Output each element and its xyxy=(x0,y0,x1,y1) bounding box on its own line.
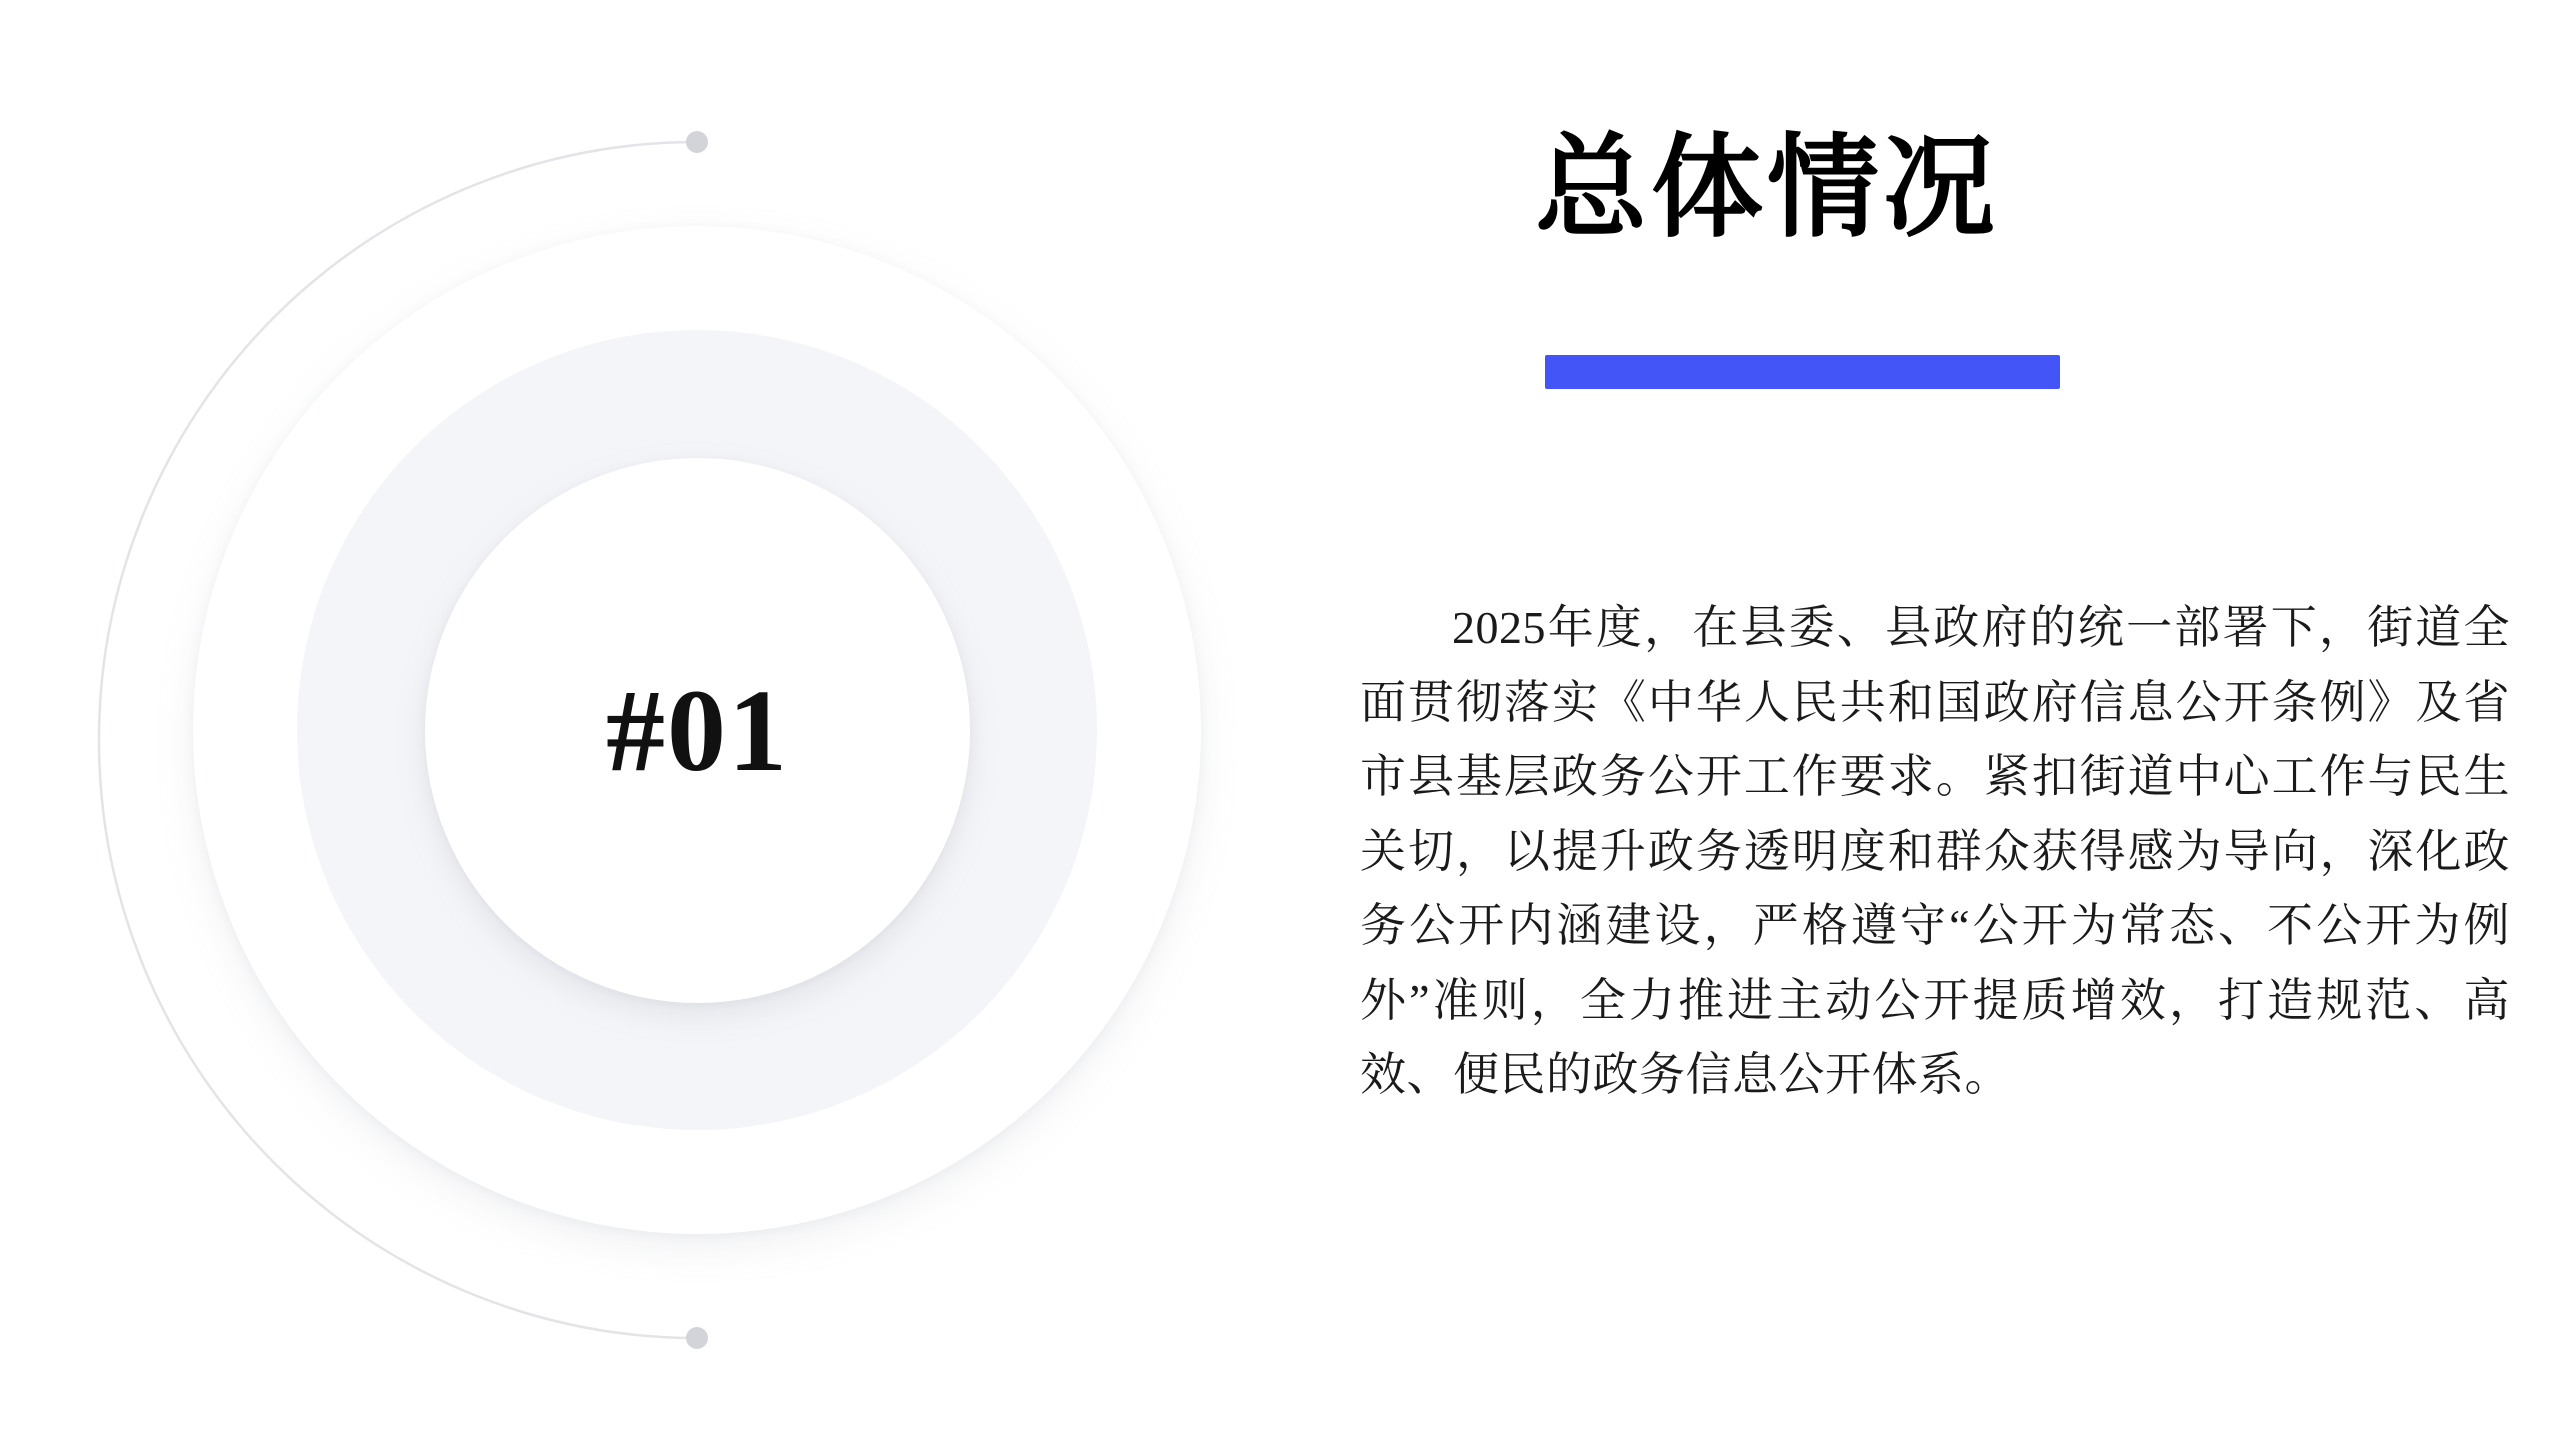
body-paragraph: 2025年度，在县委、县政府的统一部署下，街道全面贯彻落实《中华人民共和国政府信息公开条例》及省市县基层政务公开工作要求。紧扣街道中心工作与民生关切，以提升政务透明度和群众获得感为导向，深化政务公开内涵建设，严格遵守“公开为常态、不公开为例外”准则，全力推进主动公开提质增效，打造规范、高效、便民的政务信息公开体系。 xyxy=(1360,602,2510,1101)
circle-ring-inner xyxy=(425,458,970,1003)
page-title: 总体情况 xyxy=(1535,127,1999,251)
section-number-label: #01 xyxy=(606,664,789,796)
content-column xyxy=(1360,0,2510,1440)
title-underline-bar xyxy=(1545,355,2060,389)
